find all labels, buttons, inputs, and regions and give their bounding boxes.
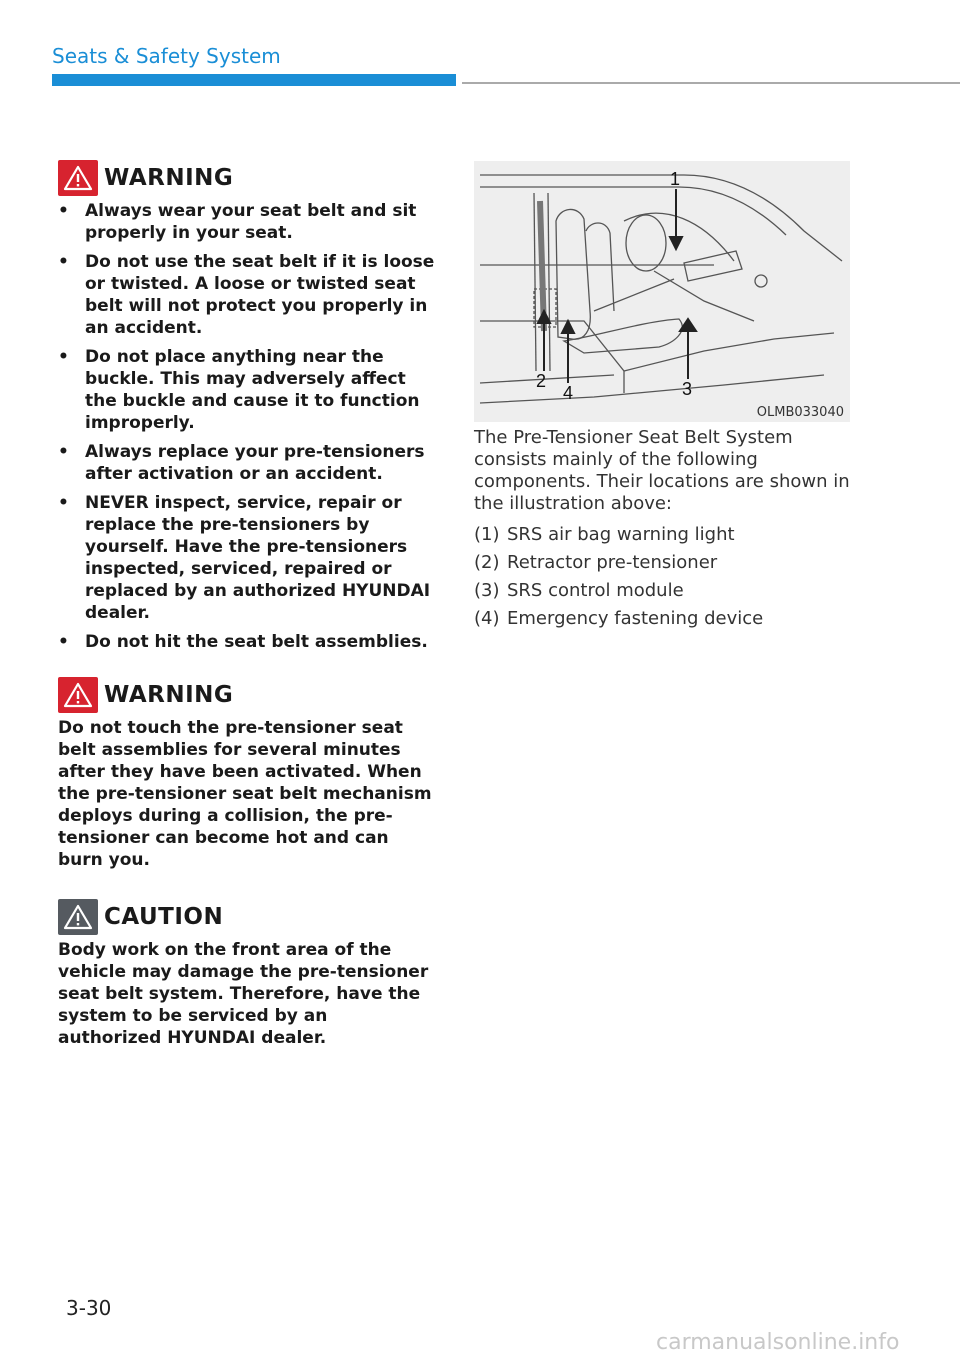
warning-icon xyxy=(58,677,98,713)
warning-title: WARNING xyxy=(104,682,234,708)
item-number: (4) xyxy=(474,608,500,629)
component-list xyxy=(474,521,850,633)
figure-code: OLMB033040 xyxy=(756,405,844,420)
item-number: (3) xyxy=(474,580,500,601)
list-item: • Do not place anything near the buckle. This may adversely affect the buckle and cause it to function improperly. xyxy=(58,346,436,434)
item-label: Retractor pre-tensioner xyxy=(507,552,718,573)
header-accent-bar xyxy=(52,74,456,86)
watermark: carmanualsonline.info xyxy=(656,1330,900,1355)
warning-bullet-list xyxy=(58,200,436,653)
section-title: Seats & Safety System xyxy=(52,44,281,68)
list-item: • Always wear your seat belt and sit properly in your seat. xyxy=(58,200,436,244)
item-label: SRS control module xyxy=(507,580,684,601)
header-divider xyxy=(462,82,960,84)
item-number: (2) xyxy=(474,552,500,573)
pretensioner-illustration xyxy=(474,161,850,422)
callout-label: 4 xyxy=(563,383,574,403)
callout-label: 3 xyxy=(682,379,693,399)
caution-title: CAUTION xyxy=(104,904,224,930)
caution-text: Body work on the front area of the vehicle may damage the pre-tensioner seat belt system. Therefore, have the system to be serviced by an authorized HYUNDAI dealer. xyxy=(58,940,429,1048)
callout-label: 2 xyxy=(536,371,547,391)
caution-icon xyxy=(58,899,98,935)
list-item: • Do not use the seat belt if it is loose or twisted. A loose or twisted seat belt will not protect you properly in an accident. xyxy=(58,251,436,339)
callout-label: 1 xyxy=(670,169,681,189)
list-item: • NEVER inspect, service, repair or replace the pre-tensioners by yourself. Have the pre-tensioners inspected, serviced, repaired or replaced by an authorized HYUNDAI dealer. xyxy=(58,492,436,624)
list-item xyxy=(474,549,850,577)
warning-icon xyxy=(58,160,98,196)
list-item xyxy=(474,605,850,633)
left-column xyxy=(58,160,436,1049)
caution-header xyxy=(58,899,436,935)
item-label: Emergency fastening device xyxy=(507,608,764,629)
page-number: 3-30 xyxy=(66,1296,112,1320)
warning-header xyxy=(58,677,436,713)
warning-text: Do not touch the pre-tensioner seat belt assemblies for several minutes after they have been activated. When the pre-tensioner seat belt mechanism deploys during a collision, the pre-tensioner can become hot and can burn you. xyxy=(58,718,432,870)
list-item: • Do not hit the seat belt assemblies. xyxy=(58,631,436,653)
list-item: • Always replace your pre-tensioners after activation or an accident. xyxy=(58,441,436,485)
list-item xyxy=(474,577,850,605)
warning-title: WARNING xyxy=(104,165,234,191)
item-number: (1) xyxy=(474,524,500,545)
car-interior-drawing xyxy=(474,161,850,422)
list-item xyxy=(474,521,850,549)
warning-header xyxy=(58,160,436,196)
description-intro: The Pre-Tensioner Seat Belt System consists mainly of the following components. Their locations are shown in the illustration above: xyxy=(474,427,850,514)
item-label: SRS air bag warning light xyxy=(507,524,735,545)
right-column xyxy=(474,427,850,633)
